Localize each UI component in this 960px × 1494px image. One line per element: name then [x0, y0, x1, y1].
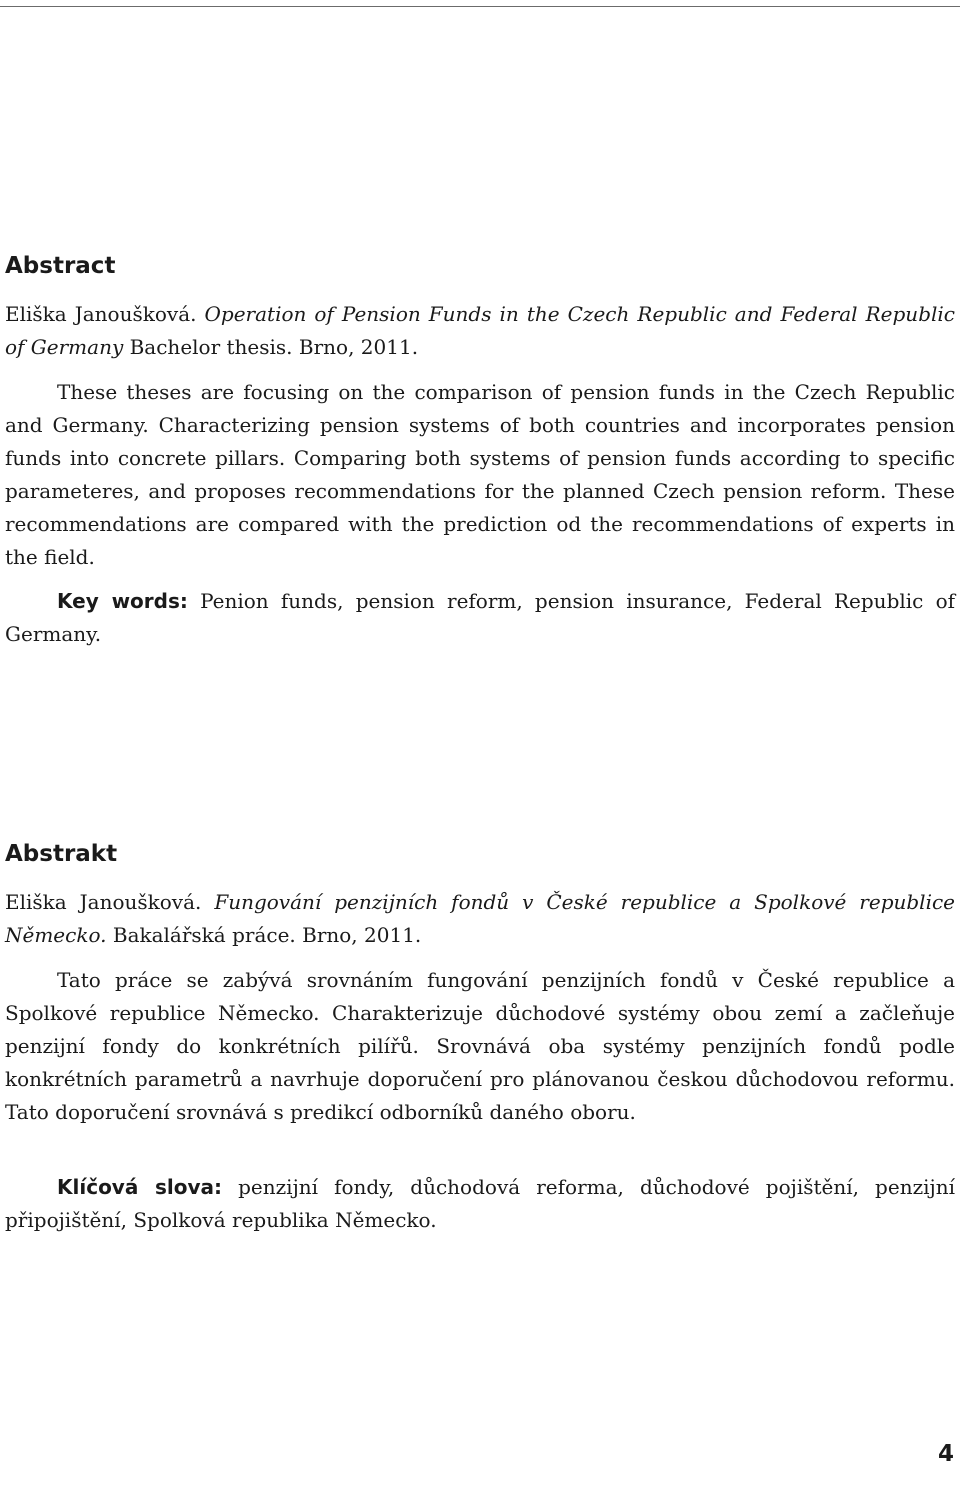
- abstract-en-body: These theses are focusing on the comparison of pension funds in the Czech Republic and Germany. Characterizing pension systems of both countries and incorporates pension funds into concrete pillars. Comparing both systems of pension funds according to specific parameteres, and proposes recommendations for the planned Czech pension reform. These recommendations are compared with the prediction od the recommendations of experts in the field.: [5, 380, 955, 569]
- abstract-en-citation: [5, 298, 955, 364]
- abstract-en-heading: Abstract: [5, 253, 116, 279]
- keywords-text: penzijní fondy, důchodová reforma, důchodové pojištění, penzijní připojištění, Spolková republika Německo.: [5, 1175, 955, 1232]
- abstract-cz-body: Tato práce se zabývá srovnáním fungování penzijních fondů v České republice a Spolkové republice Německo. Charakterizuje důchodové systémy obou zemí a začleňuje penzijní fondy do konkrétních pilířů. Srovnává oba systémy penzijních fondů podle konkrétních parametrů a navrhuje doporučení pro plánovanou českou důchodovou reformu. Tato doporučení srovnává s predikcí odborníků daného oboru.: [5, 968, 955, 1124]
- top-rule: [0, 6, 960, 7]
- keywords-text: Penion funds, pension reform, pension insurance, Federal Republic of Germany.: [5, 589, 956, 646]
- keywords-label: Key words:: [57, 589, 188, 613]
- abstract-cz-citation: [5, 886, 955, 952]
- citation-title: Fungování penzijních fondů v České republice a Spolkové republice Německo.: [5, 890, 956, 947]
- page-number: 4: [937, 1441, 954, 1467]
- abstract-en-keywords: [5, 585, 955, 651]
- citation-rest: Bakalářská práce. Brno, 2011.: [112, 923, 422, 947]
- citation-title: Operation of Pension Funds in the Czech Republic and Federal Republic of Germany: [5, 302, 955, 359]
- citation-author: Eliška Janoušková.: [5, 890, 202, 914]
- citation-author: Eliška Janoušková.: [5, 302, 197, 326]
- abstract-en-section: [5, 248, 955, 651]
- keywords-label: Klíčová slova:: [57, 1175, 223, 1199]
- abstract-cz-keywords: [5, 1171, 955, 1237]
- citation-rest: Bachelor thesis. Brno, 2011.: [129, 335, 419, 359]
- abstract-cz-heading: Abstrakt: [5, 841, 118, 867]
- abstract-cz-section: [5, 836, 955, 1237]
